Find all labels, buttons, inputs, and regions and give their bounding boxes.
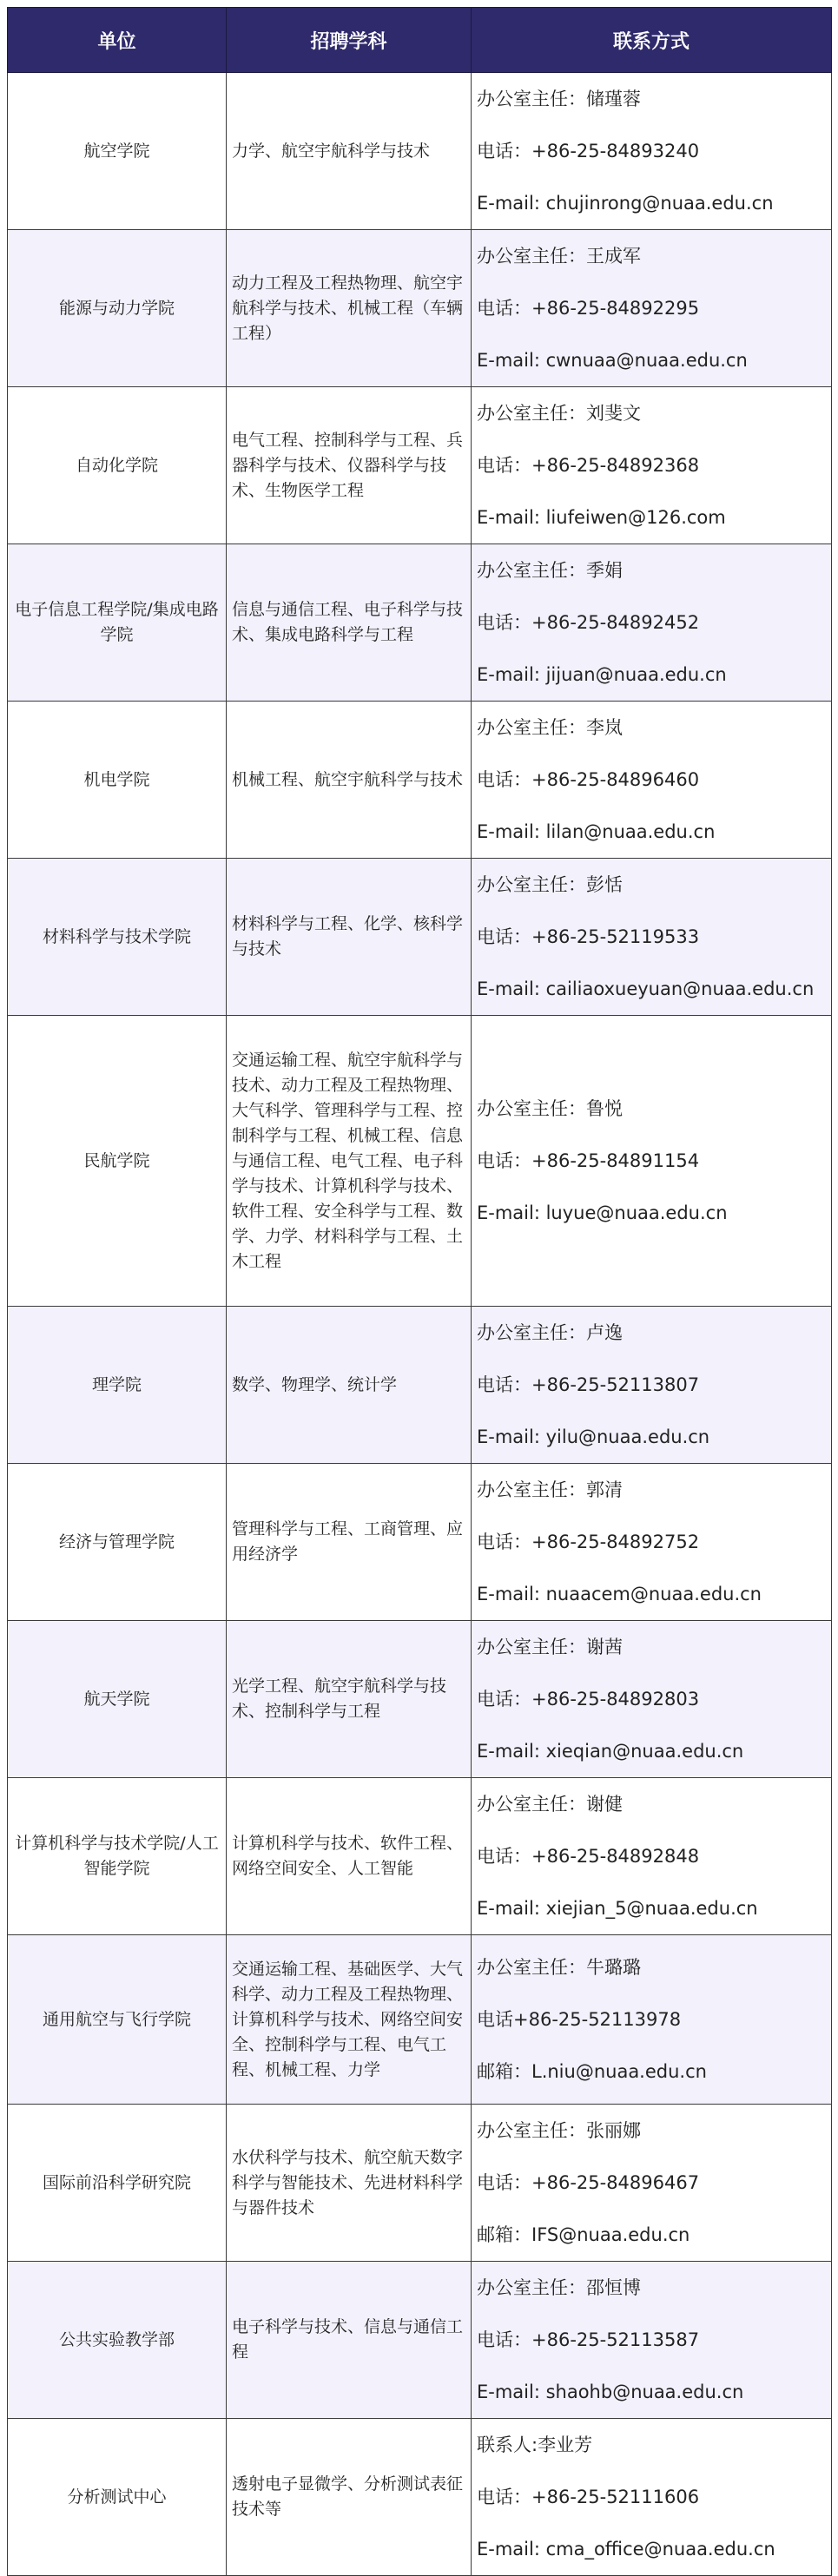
contact-phone: 电话：+86-25-84892368 bbox=[477, 455, 700, 476]
contact-email: E-mail: chujinrong@nuaa.edu.cn bbox=[477, 193, 774, 214]
contact-phone: 电话：+86-25-52119533 bbox=[477, 926, 700, 947]
table-row bbox=[8, 702, 832, 859]
subjects-cell: 力学、航空宇航科学与技术 bbox=[227, 73, 472, 230]
table-row bbox=[8, 544, 832, 702]
contact-phone: 电话：+86-25-84892752 bbox=[477, 1532, 700, 1552]
subjects-cell: 交通运输工程、基础医学、大气科学、动力工程及工程热物理、计算机科学与技术、网络空间安全、控制科学与工程、电气工程、机械工程、力学 bbox=[227, 1935, 472, 2105]
subjects-cell: 电气工程、控制科学与工程、兵器科学与技术、仪器科学与技术、生物医学工程 bbox=[227, 387, 472, 544]
table-row bbox=[8, 387, 832, 544]
unit-cell: 自动化学院 bbox=[8, 387, 227, 544]
table-row bbox=[8, 1621, 832, 1778]
contact-cell bbox=[472, 387, 832, 544]
subjects-cell: 数学、物理学、统计学 bbox=[227, 1307, 472, 1464]
table-row bbox=[8, 1307, 832, 1464]
contact-email: E-mail: luyue@nuaa.edu.cn bbox=[477, 1202, 728, 1223]
table-row bbox=[8, 2262, 832, 2419]
contact-cell bbox=[472, 1016, 832, 1307]
table-row bbox=[8, 2105, 832, 2262]
contact-person: 办公室主任：季娟 bbox=[477, 560, 623, 581]
header-row bbox=[8, 8, 832, 73]
contact-person: 办公室主任：卢逸 bbox=[477, 1322, 623, 1343]
contact-cell bbox=[472, 2419, 832, 2576]
table-row bbox=[8, 2419, 832, 2576]
recruitment-contact-table-container bbox=[7, 7, 831, 2576]
contact-email: E-mail: xiejian_5@nuaa.edu.cn bbox=[477, 1898, 758, 1919]
subjects-cell: 透射电子显微学、分析测试表征技术等 bbox=[227, 2419, 472, 2576]
contact-person: 办公室主任：谢健 bbox=[477, 1794, 623, 1815]
contact-email: E-mail: shaohb@nuaa.edu.cn bbox=[477, 2382, 744, 2402]
unit-cell: 材料科学与技术学院 bbox=[8, 859, 227, 1016]
contact-cell bbox=[472, 2262, 832, 2419]
contact-email: E-mail: cma_office@nuaa.edu.cn bbox=[477, 2539, 775, 2560]
unit-cell: 国际前沿科学研究院 bbox=[8, 2105, 227, 2262]
contact-cell bbox=[472, 1307, 832, 1464]
contact-email: E-mail: nuaacem@nuaa.edu.cn bbox=[477, 1584, 762, 1604]
contact-cell bbox=[472, 702, 832, 859]
contact-person: 办公室主任：彭恬 bbox=[477, 874, 623, 895]
contact-phone: 电话：+86-25-52111606 bbox=[477, 2487, 700, 2507]
contact-phone: 电话：+86-25-84892848 bbox=[477, 1846, 700, 1867]
header-contact: 联系方式 bbox=[472, 8, 832, 73]
contact-person: 办公室主任：张丽娜 bbox=[477, 2120, 641, 2141]
contact-email: 邮箱：L.niu@nuaa.edu.cn bbox=[477, 2061, 707, 2082]
contact-email: E-mail: lilan@nuaa.edu.cn bbox=[477, 821, 716, 842]
subjects-cell: 动力工程及工程热物理、航空宇航科学与技术、机械工程（车辆工程） bbox=[227, 230, 472, 387]
contact-person: 联系人:李业芳 bbox=[477, 2434, 593, 2455]
subjects-cell: 计算机科学与技术、软件工程、网络空间安全、人工智能 bbox=[227, 1778, 472, 1935]
contact-person: 办公室主任：鲁悦 bbox=[477, 1098, 623, 1119]
unit-cell: 理学院 bbox=[8, 1307, 227, 1464]
contact-cell bbox=[472, 1778, 832, 1935]
contact-phone: 电话：+86-25-84892295 bbox=[477, 298, 700, 319]
header-subjects: 招聘学科 bbox=[227, 8, 472, 73]
contact-person: 办公室主任：王成军 bbox=[477, 246, 641, 267]
contact-email: E-mail: xieqian@nuaa.edu.cn bbox=[477, 1741, 744, 1762]
contact-cell bbox=[472, 544, 832, 702]
table-row bbox=[8, 859, 832, 1016]
contact-email: E-mail: jijuan@nuaa.edu.cn bbox=[477, 664, 727, 685]
subjects-cell: 机械工程、航空宇航科学与技术 bbox=[227, 702, 472, 859]
contact-phone: 电话：+86-25-84896460 bbox=[477, 769, 700, 790]
table-row bbox=[8, 73, 832, 230]
subjects-cell: 光学工程、航空宇航科学与技术、控制科学与工程 bbox=[227, 1621, 472, 1778]
unit-cell: 计算机科学与技术学院/人工智能学院 bbox=[8, 1778, 227, 1935]
subjects-cell: 电子科学与技术、信息与通信工程 bbox=[227, 2262, 472, 2419]
contact-person: 办公室主任：李岚 bbox=[477, 717, 623, 738]
contact-cell bbox=[472, 1935, 832, 2105]
contact-phone: 电话：+86-25-84892803 bbox=[477, 1689, 700, 1710]
unit-cell: 民航学院 bbox=[8, 1016, 227, 1307]
unit-cell: 航空学院 bbox=[8, 73, 227, 230]
contact-phone: 电话：+86-25-84892452 bbox=[477, 612, 700, 633]
unit-cell: 能源与动力学院 bbox=[8, 230, 227, 387]
unit-cell: 通用航空与飞行学院 bbox=[8, 1935, 227, 2105]
unit-cell: 公共实验教学部 bbox=[8, 2262, 227, 2419]
contact-person: 办公室主任：牛璐璐 bbox=[477, 1957, 641, 1978]
subjects-cell: 材料科学与工程、化学、核科学与技术 bbox=[227, 859, 472, 1016]
contact-cell bbox=[472, 1621, 832, 1778]
subjects-cell: 交通运输工程、航空宇航科学与技术、动力工程及工程热物理、大气科学、管理科学与工程、控制科学与工程、机械工程、信息与通信工程、电气工程、电子科学与技术、计算机科学与技术、软件工程、安全科学与工程、数学、力学、材料科学与工程、土木工程 bbox=[227, 1016, 472, 1307]
contact-email: E-mail: yilu@nuaa.edu.cn bbox=[477, 1426, 710, 1447]
table-row bbox=[8, 1778, 832, 1935]
contact-cell bbox=[472, 2105, 832, 2262]
contact-person: 办公室主任：邵恒博 bbox=[477, 2277, 641, 2298]
contact-email: E-mail: cwnuaa@nuaa.edu.cn bbox=[477, 350, 748, 371]
contact-email: E-mail: liufeiwen@126.com bbox=[477, 507, 726, 528]
contact-cell bbox=[472, 73, 832, 230]
unit-cell: 电子信息工程学院/集成电路学院 bbox=[8, 544, 227, 702]
contact-person: 办公室主任：郭清 bbox=[477, 1479, 623, 1500]
unit-cell: 分析测试中心 bbox=[8, 2419, 227, 2576]
contact-phone: 电话：+86-25-84891154 bbox=[477, 1150, 700, 1171]
contact-cell bbox=[472, 859, 832, 1016]
contact-email: 邮箱：IFS@nuaa.edu.cn bbox=[477, 2224, 690, 2245]
subjects-cell: 水伏科学与技术、航空航天数字科学与智能技术、先进材料科学与器件技术 bbox=[227, 2105, 472, 2262]
header-unit: 单位 bbox=[8, 8, 227, 73]
table-row bbox=[8, 230, 832, 387]
contact-person: 办公室主任：谢茜 bbox=[477, 1637, 623, 1657]
subjects-cell: 信息与通信工程、电子科学与技术、集成电路科学与工程 bbox=[227, 544, 472, 702]
contact-phone: 电话：+86-25-52113807 bbox=[477, 1374, 700, 1395]
contact-cell bbox=[472, 230, 832, 387]
table-header bbox=[8, 8, 832, 73]
table-row bbox=[8, 1464, 832, 1621]
contact-person: 办公室主任：刘斐文 bbox=[477, 403, 641, 424]
recruitment-contact-table bbox=[7, 7, 832, 2576]
contact-person: 办公室主任：储瑾蓉 bbox=[477, 89, 641, 109]
unit-cell: 航天学院 bbox=[8, 1621, 227, 1778]
table-row bbox=[8, 1016, 832, 1307]
contact-phone: 电话：+86-25-84893240 bbox=[477, 141, 700, 161]
subjects-cell: 管理科学与工程、工商管理、应用经济学 bbox=[227, 1464, 472, 1621]
contact-email: E-mail: cailiaoxueyuan@nuaa.edu.cn bbox=[477, 978, 815, 999]
unit-cell: 机电学院 bbox=[8, 702, 227, 859]
contact-phone: 电话：+86-25-84896467 bbox=[477, 2172, 700, 2193]
contact-phone: 电话：+86-25-52113587 bbox=[477, 2329, 700, 2350]
unit-cell: 经济与管理学院 bbox=[8, 1464, 227, 1621]
contact-cell bbox=[472, 1464, 832, 1621]
contact-phone: 电话+86-25-52113978 bbox=[477, 2009, 682, 2030]
table-row bbox=[8, 1935, 832, 2105]
table-body bbox=[8, 73, 832, 2576]
